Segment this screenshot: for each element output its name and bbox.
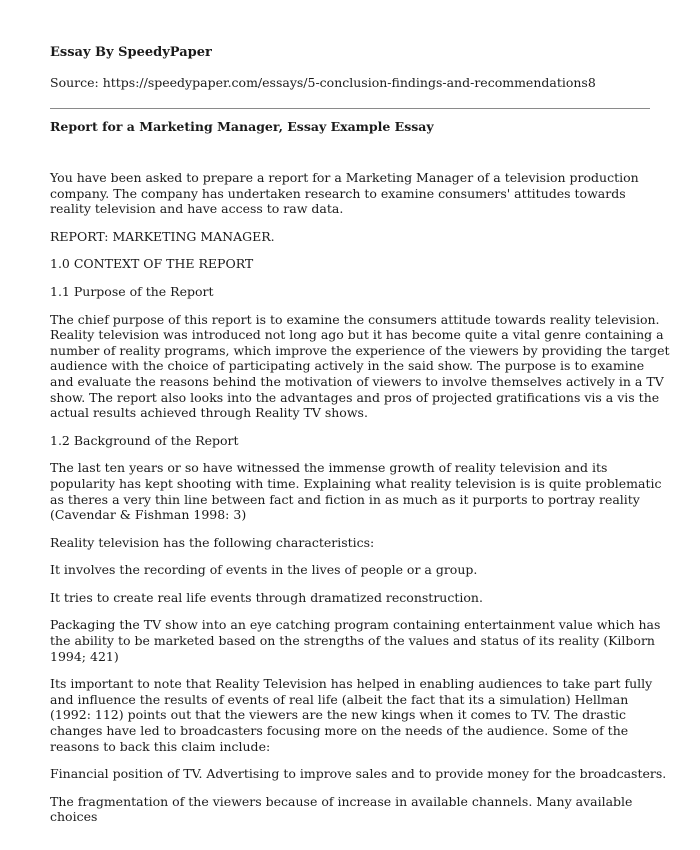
subsection-heading: 1.2 Background of the Report [50, 432, 239, 448]
paragraph: It involves the recording of events in the lives of people or a group. [50, 562, 478, 578]
brand-heading: Essay By SpeedyPaper [50, 45, 212, 60]
paragraph: Its important to note that Reality Television has helped in enabling audiences to take part fully and influence the results of events of real life (albeit the fact that its a simulation) Hellman (1992: 112) points out that the viewers are the new kings when it comes to TV. The drastic changes have led to broadcasters focusing more on the needs of the audience. Some of the reasons to back this claim include: [50, 676, 653, 754]
paragraph: The fragmentation of the viewers because of increase in available channels. Many available choices [50, 793, 633, 825]
paragraph: The last ten years or so have witnessed the immense growth of reality television and its popularity has kept shooting with time. Explaining what reality television is is quite problematic as theres a very thin line between fact and fiction in as much as it purports to portray reality (Cavendar & Fishman 1998: 3) [50, 460, 662, 523]
section-heading: 1.0 CONTEXT OF THE REPORT [50, 256, 254, 272]
paragraph: Packaging the TV show into an eye catching program containing entertainment value which has the ability to be marketed based on the strengths of the values and status of its reality (Kilborn 1994; 421) [50, 617, 661, 664]
paragraph: It tries to create real life events through dramatized reconstruction. [50, 589, 483, 605]
paragraph: You have been asked to prepare a report for a Marketing Manager of a television production company. The company has undertaken research to examine consumers' attitudes towards reality television and have access to raw data. [50, 170, 639, 217]
essay-title: Report for a Marketing Manager, Essay Example Essay [50, 119, 434, 134]
section-heading: REPORT: MARKETING MANAGER. [50, 228, 275, 244]
paragraph: The chief purpose of this report is to examine the consumers attitude towards reality television. Reality television was introduced not long ago but it has become quite a vital genre containing a number of reality programs, which improve the experience of the viewers by providing the target audience with the choice of participating actively in the said show. The purpose is to examine and evaluate the reasons behind the motivation of viewers to involve themselves actively in a TV show. The report also looks into the advantages and pros of projected gratifications vis a vis the actual results achieved through Reality TV shows. [50, 311, 670, 421]
essay-body [50, 170, 670, 837]
subsection-heading: 1.1 Purpose of the Report [50, 283, 214, 299]
paragraph: Financial position of TV. Advertising to improve sales and to provide money for the broadcasters. [50, 766, 667, 782]
header-divider [50, 108, 650, 109]
source-line: Source: https://speedypaper.com/essays/5-conclusion-findings-and-recommendations8 [50, 75, 596, 90]
paragraph: Reality television has the following characteristics: [50, 534, 375, 550]
